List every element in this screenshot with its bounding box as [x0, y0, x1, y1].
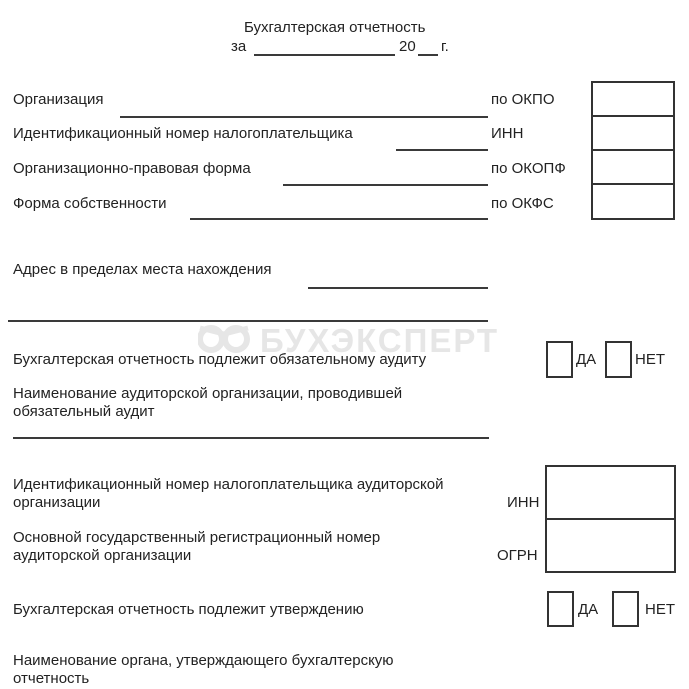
inn-label: Идентификационный номер налогоплательщика — [13, 125, 353, 142]
year-input-line[interactable] — [418, 54, 438, 56]
auditor-ogrn-box[interactable] — [545, 518, 676, 573]
address-input-line-2[interactable] — [8, 320, 488, 322]
audit-no-checkbox[interactable] — [605, 341, 632, 378]
auditor-name-label-line2: обязательный аудит — [13, 403, 155, 420]
auditor-inn-label-line1: Идентификационный номер налогоплательщика аудиторской — [13, 476, 444, 493]
auditor-ogrn-label-line2: аудиторской организации — [13, 547, 192, 564]
inn-input-line[interactable] — [396, 149, 488, 151]
inn-code-label: ИНН — [491, 125, 524, 142]
legal-form-label: Организационно-правовая форма — [13, 160, 251, 177]
document-title: Бухгалтерская отчетность — [244, 19, 426, 36]
ownership-form-input-line[interactable] — [190, 218, 488, 220]
ownership-form-label: Форма собственности — [13, 195, 167, 212]
organization-input-line[interactable] — [120, 116, 488, 118]
approval-question: Бухгалтерская отчетность подлежит утверждению — [13, 601, 364, 618]
period-prefix: за — [231, 38, 247, 55]
organization-label: Организация — [13, 91, 104, 108]
okopf-code-label: по ОКОПФ — [491, 160, 566, 177]
auditor-inn-code-label: ИНН — [507, 494, 540, 511]
auditor-name-label-line1: Наименование аудиторской организации, проводившей — [13, 385, 403, 402]
year-suffix: г. — [441, 38, 449, 55]
okfs-code-label: по ОКФС — [491, 195, 554, 212]
okopf-code-box[interactable] — [591, 149, 675, 185]
audit-yes-checkbox[interactable] — [546, 341, 573, 378]
approval-yes-checkbox[interactable] — [547, 591, 574, 627]
legal-form-input-line[interactable] — [283, 184, 488, 186]
approving-body-label-line2: отчетность — [13, 670, 90, 687]
okfs-code-box[interactable] — [591, 183, 675, 220]
auditor-name-input-line[interactable] — [13, 437, 489, 439]
inn-code-box[interactable] — [591, 115, 675, 151]
auditor-ogrn-label-line1: Основной государственный регистрационный номер — [13, 529, 381, 546]
approval-no-label: НЕТ — [645, 601, 675, 618]
okpo-code-label: по ОКПО — [491, 91, 555, 108]
auditor-ogrn-code-label: ОГРН — [497, 547, 538, 564]
address-label: Адрес в пределах места нахождения — [13, 261, 272, 278]
approval-yes-label: ДА — [578, 601, 599, 618]
audit-question: Бухгалтерская отчетность подлежит обязательному аудиту — [13, 351, 427, 368]
auditor-inn-box[interactable] — [545, 465, 676, 520]
approval-no-checkbox[interactable] — [612, 591, 639, 627]
year-prefix: 20 — [399, 38, 416, 55]
audit-yes-label: ДА — [576, 351, 597, 368]
address-input-line-1[interactable] — [308, 287, 488, 289]
watermark-text: БУХЭКСПЕРТ — [260, 322, 500, 359]
approving-body-label-line1: Наименование органа, утверждающего бухгалтерскую — [13, 652, 394, 669]
period-input-line[interactable] — [254, 54, 395, 56]
okpo-code-box[interactable] — [591, 81, 675, 117]
auditor-inn-label-line2: организации — [13, 494, 101, 511]
audit-no-label: НЕТ — [635, 351, 665, 368]
